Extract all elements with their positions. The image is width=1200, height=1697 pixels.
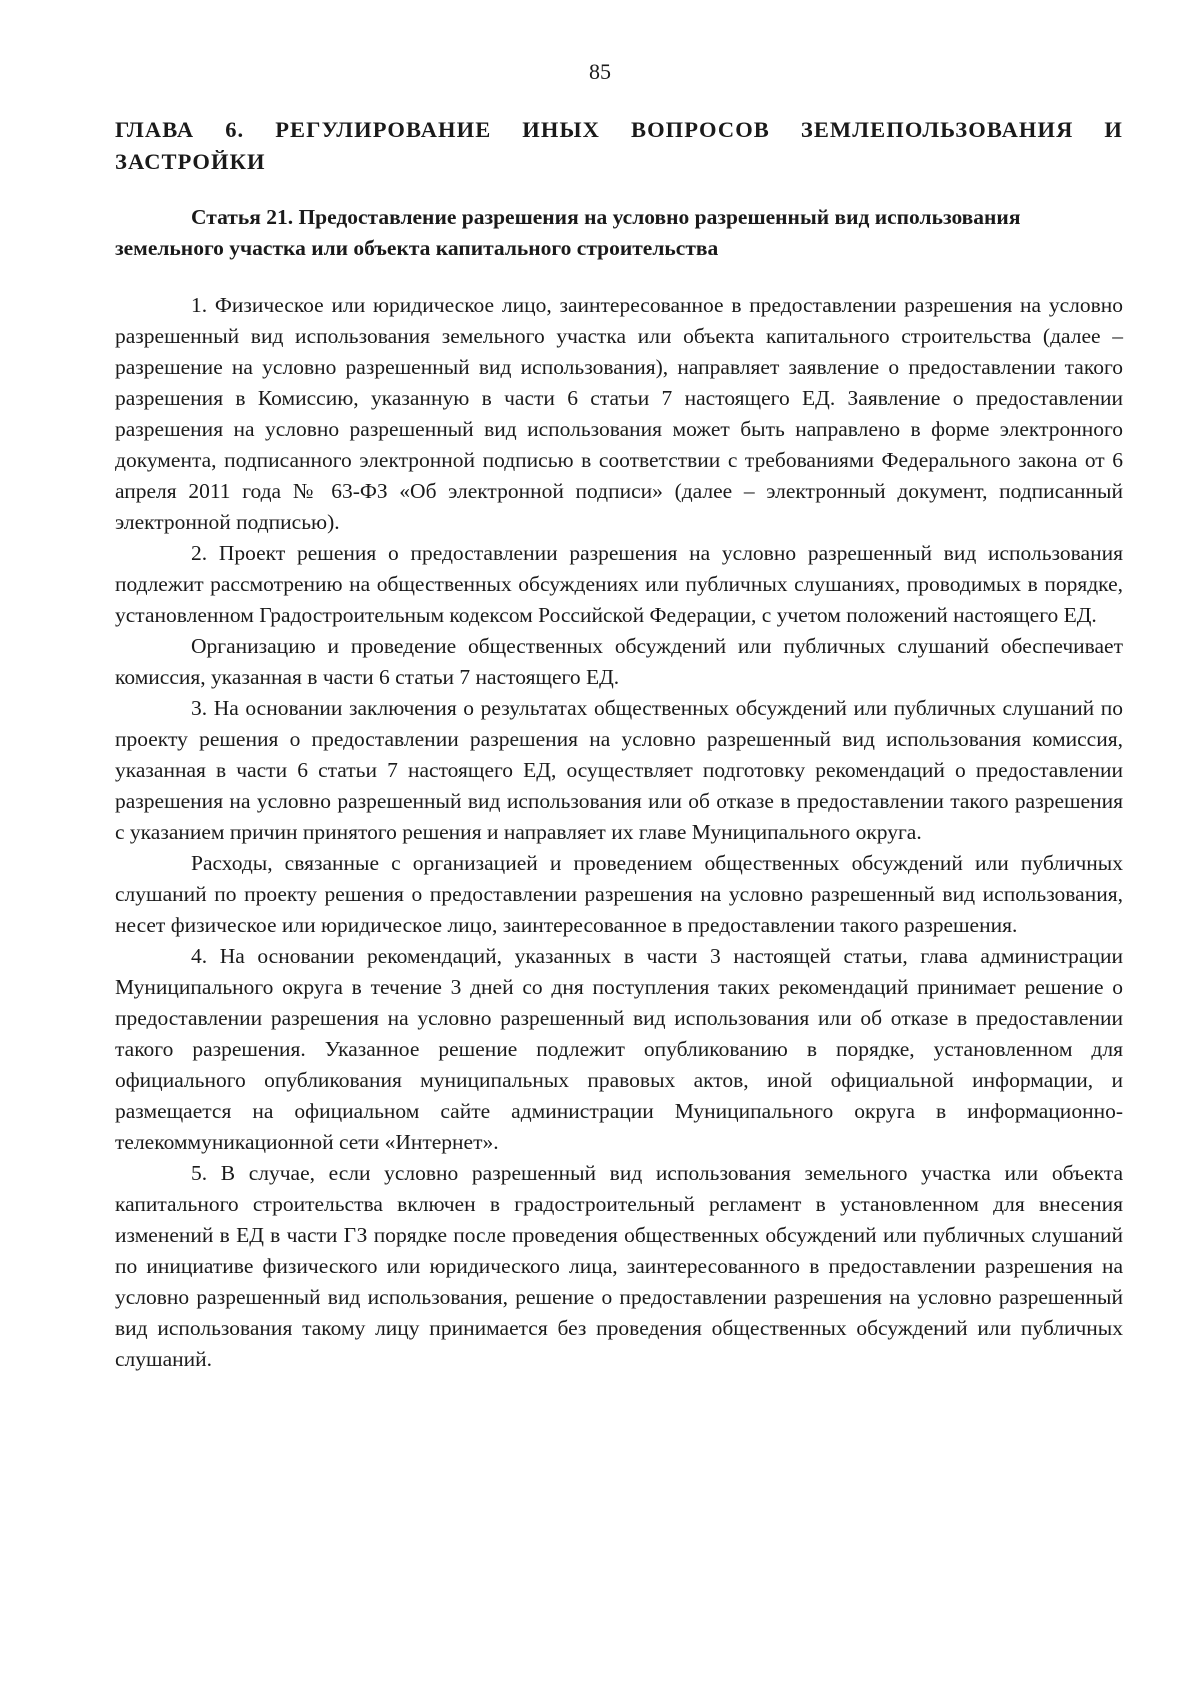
chapter-title: ГЛАВА 6. РЕГУЛИРОВАНИЕ ИНЫХ ВОПРОСОВ ЗЕМЛЕПОЛЬЗОВАНИЯ И ЗАСТРОЙКИ <box>115 117 1123 174</box>
paragraph-2: 2. Проект решения о предоставлении разрешения на условно разрешенный вид использования подлежит рассмотрению на общественных обсуждениях или публичных слушаниях, проводимых в порядке, установленном Градостроительным кодексом Российской Федерации, с учетом положений настоящего ЕД. <box>115 541 1123 627</box>
paragraph-2-continuation: Организацию и проведение общественных обсуждений или публичных слушаний обеспечивает комиссия, указанная в части 6 статьи 7 настоящего ЕД. <box>115 634 1123 689</box>
page-number: 85 <box>589 59 611 84</box>
paragraph-1: 1. Физическое или юридическое лицо, заинтересованное в предоставлении разрешения на условно разрешенный вид использования земельного участка или объекта капитального строительства (далее – разрешение на условно разрешенный вид использования), направляет заявление о предоставлении такого разрешения в Комиссию, указанную в части 6 статьи 7 настоящего ЕД. Заявление о предоставлении разрешения на условно разрешенный вид использования может быть направлено в форме электронного документа, подписанного электронной подписью в соответствии с требованиями Федерального закона от 6 апреля 2011 года № 63-ФЗ «Об электронной подписи» (далее – электронный документ, подписанный электронной подписью). <box>115 293 1123 534</box>
paragraph-5: 5. В случае, если условно разрешенный вид использования земельного участка или объекта капитального строительства включен в градостроительный регламент в установленном для внесения изменений в ЕД в части ГЗ порядке после проведения общественных обсуждений или публичных слушаний по инициативе физического или юридического лица, заинтересованного в предоставлении разрешения на условно разрешенный вид использования, решение о предоставлении разрешения на условно разрешенный вид использования такому лицу принимается без проведения общественных обсуждений или публичных слушаний. <box>115 1161 1123 1371</box>
paragraph-3: 3. На основании заключения о результатах общественных обсуждений или публичных слушаний по проекту решения о предоставлении разрешения на условно разрешенный вид использования комиссия, указанная в части 6 статьи 7 настоящего ЕД, осуществляет подготовку рекомендаций о предоставлении разрешения на условно разрешенный вид использования или об отказе в предоставлении такого разрешения с указанием причин принятого решения и направляет их главе Муниципального округа. <box>115 696 1123 844</box>
paragraph-4: 4. На основании рекомендаций, указанных в части 3 настоящей статьи, глава администрации Муниципального округа в течение 3 дней со дня поступления таких рекомендаций принимает решение о предоставлении разрешения на условно разрешенный вид использования или об отказе в предоставлении такого разрешения. Указанное решение подлежит опубликованию в порядке, установленном для официального опубликования муниципальных правовых актов, иной официальной информации, и размещается на официальном сайте администрации Муниципального округа в информационно-телекоммуникационной сети «Интернет». <box>115 944 1123 1154</box>
article-title: Статья 21. Предоставление разрешения на условно разрешенный вид использования земельного участка или объекта капитального строительства <box>115 205 1021 260</box>
paragraph-3-continuation: Расходы, связанные с организацией и проведением общественных обсуждений или публичных слушаний по проекту решения о предоставлении разрешения на условно разрешенный вид использования, несет физическое или юридическое лицо, заинтересованное в предоставлении такого разрешения. <box>115 851 1123 937</box>
article-body <box>115 290 1123 1375</box>
